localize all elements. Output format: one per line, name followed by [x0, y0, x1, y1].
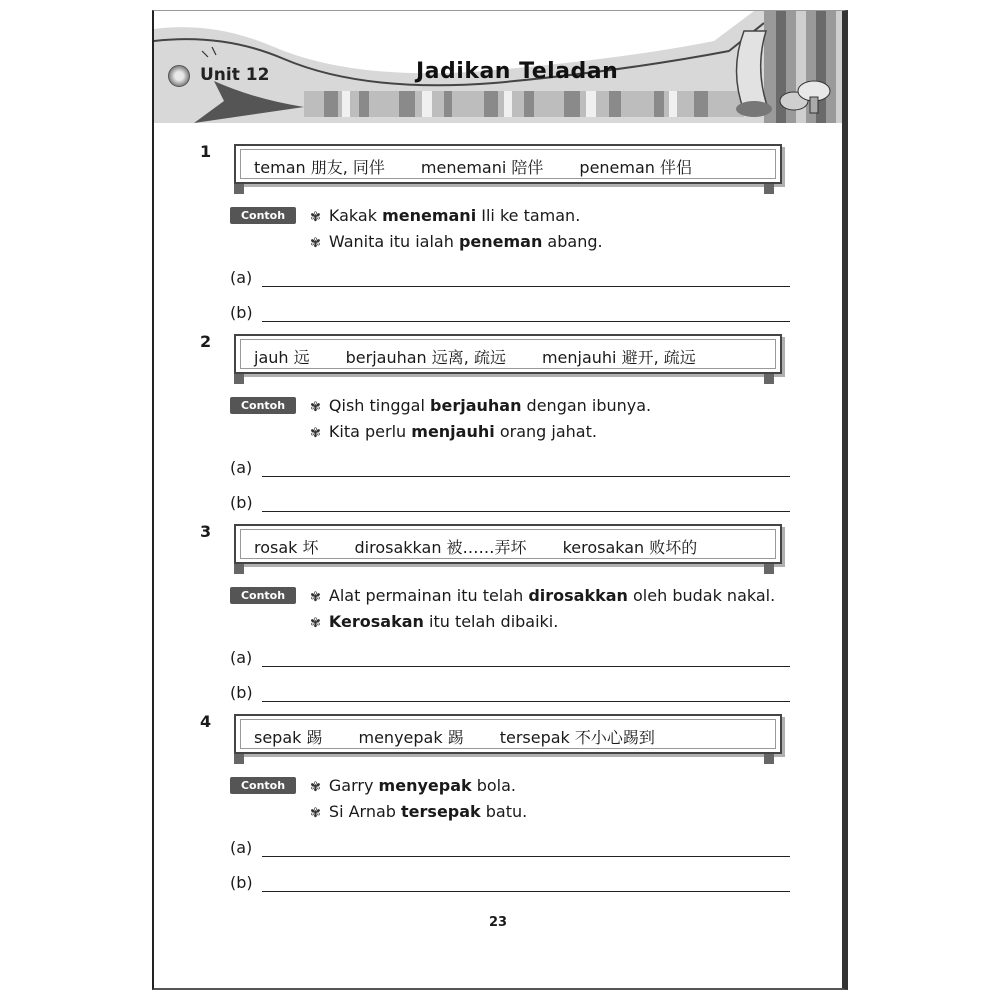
answer-blank[interactable] [262, 701, 790, 702]
vocabulary-word: kerosakan 败坏的 [562, 538, 698, 557]
page-number: 23 [488, 915, 508, 930]
bullet-icon: ✾ [310, 780, 321, 795]
bullet-icon: ✾ [310, 426, 321, 441]
example-keyword: menjauhi [411, 422, 495, 441]
answer-label: (b) [230, 683, 253, 702]
unit-badge-icon [168, 65, 190, 87]
answer-label: (b) [230, 493, 253, 512]
exercise-section [194, 144, 834, 324]
example-keyword: menemani [382, 206, 477, 225]
example-text: Alat permainan itu telah [328, 586, 529, 605]
answer-label: (b) [230, 873, 253, 892]
box-peg-icon [234, 564, 244, 574]
example-text: itu telah dibaiki. [423, 612, 559, 631]
vocabulary-box [234, 334, 782, 374]
answer-label: (a) [230, 648, 253, 667]
answer-label: (a) [230, 268, 253, 287]
section-number: 3 [200, 522, 212, 541]
box-peg-icon [764, 374, 774, 384]
example-sentence [310, 422, 597, 441]
vocabulary-box [234, 714, 782, 754]
box-peg-icon [234, 374, 244, 384]
example-text: Kakak [328, 206, 383, 225]
example-text: Qish tinggal [328, 396, 431, 415]
bullet-icon: ✾ [310, 590, 321, 605]
example-sentence [310, 396, 651, 415]
bullet-icon: ✾ [310, 616, 321, 631]
vocabulary-word: berjauhan 远离, 疏远 [345, 348, 506, 367]
example-keyword: dirosakkan [528, 586, 628, 605]
exercise-section [194, 524, 834, 704]
vocabulary-box [234, 144, 782, 184]
page-title: Jadikan Teladan [416, 59, 619, 84]
page-header [154, 11, 842, 123]
example-sentence [310, 586, 775, 605]
example-sentence [310, 776, 516, 795]
example-sentence [310, 232, 603, 251]
example-label: Contoh [230, 587, 296, 604]
bullet-icon: ✾ [310, 400, 321, 415]
box-peg-icon [234, 184, 244, 194]
vocabulary-words [254, 155, 728, 178]
section-number: 4 [200, 712, 212, 731]
answer-blank[interactable] [262, 286, 790, 287]
answer-blank[interactable] [262, 666, 790, 667]
vocabulary-word: menemani 陪伴 [420, 158, 544, 177]
example-text: Si Arnab [328, 802, 402, 821]
example-label: Contoh [230, 397, 296, 414]
answer-label: (b) [230, 303, 253, 322]
exercise-section [194, 714, 834, 894]
answer-blank[interactable] [262, 476, 790, 477]
vocabulary-words [254, 535, 733, 558]
bullet-icon: ✾ [310, 806, 321, 821]
answer-blank[interactable] [262, 321, 790, 322]
example-label: Contoh [230, 207, 296, 224]
vocabulary-word: menyepak 踢 [358, 728, 464, 747]
vocabulary-word: menjauhi 避开, 疏远 [541, 348, 696, 367]
example-text: Kita perlu [328, 422, 412, 441]
box-peg-icon [764, 184, 774, 194]
vocabulary-word: tersepak 不小心踢到 [499, 728, 655, 747]
box-peg-icon [764, 564, 774, 574]
answer-blank[interactable] [262, 891, 790, 892]
bullet-icon: ✾ [310, 236, 321, 251]
example-text: Ili ke taman. [476, 206, 581, 225]
example-text: dengan ibunya. [521, 396, 652, 415]
workbook-page [152, 10, 848, 990]
example-keyword: peneman [458, 232, 543, 251]
example-sentence [310, 802, 527, 821]
bullet-icon: ✾ [310, 210, 321, 225]
example-text: Garry [328, 776, 379, 795]
vocabulary-word: peneman 伴侣 [579, 158, 693, 177]
vocabulary-word: sepak 踢 [254, 728, 323, 747]
example-keyword: berjauhan [430, 396, 522, 415]
example-keyword: Kerosakan [328, 612, 424, 631]
example-keyword: menyepak [378, 776, 472, 795]
section-number: 2 [200, 332, 212, 351]
vocabulary-words [254, 725, 691, 748]
vocabulary-word: rosak 坏 [254, 538, 319, 557]
example-text: bola. [471, 776, 517, 795]
answer-label: (a) [230, 838, 253, 857]
example-text: abang. [542, 232, 603, 251]
example-keyword: tersepak [401, 802, 481, 821]
vocabulary-word: dirosakkan 被……弄坏 [354, 538, 527, 557]
example-sentence [310, 206, 580, 225]
vocabulary-box [234, 524, 782, 564]
example-text: batu. [480, 802, 528, 821]
exercise-section [194, 334, 834, 514]
example-sentence [310, 612, 558, 631]
vocabulary-word: jauh 远 [254, 348, 310, 367]
box-peg-icon [764, 754, 774, 764]
box-peg-icon [234, 754, 244, 764]
example-text: Wanita itu ialah [328, 232, 459, 251]
answer-label: (a) [230, 458, 253, 477]
section-number: 1 [200, 142, 212, 161]
example-label: Contoh [230, 777, 296, 794]
answer-blank[interactable] [262, 856, 790, 857]
example-text: oleh budak nakal. [627, 586, 776, 605]
vocabulary-word: teman 朋友, 同伴 [254, 158, 385, 177]
unit-label: Unit 12 [200, 65, 270, 85]
vocabulary-words [254, 345, 732, 368]
example-text: orang jahat. [494, 422, 597, 441]
answer-blank[interactable] [262, 511, 790, 512]
